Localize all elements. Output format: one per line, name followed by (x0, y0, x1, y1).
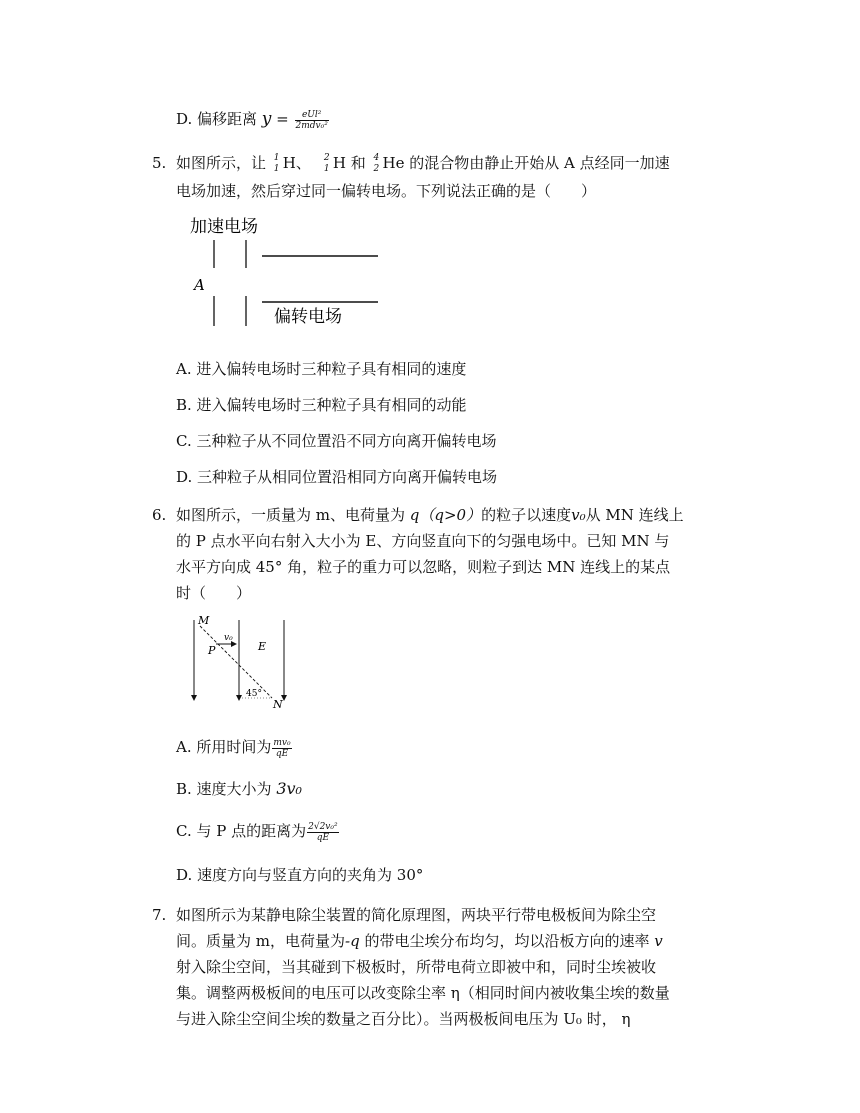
q6-stem-line1-v: v₀ (571, 506, 586, 524)
q7-number: 7. (152, 906, 167, 924)
q6-label-n: N (273, 698, 283, 711)
q5-isotope-1-symbol: H、 (282, 154, 311, 172)
q6-option-a-prefix: A. 所用时间为 (176, 738, 272, 756)
q6-stem-line1-b: 的粒子以速度 (481, 506, 572, 524)
q7-stem-line2-a: 间。质量为 m，电荷量为 (176, 932, 345, 950)
q5-isotope-3-mass: 4 (373, 153, 380, 163)
q7-stem-line2-v: v (654, 932, 663, 950)
q6-stem-line1 (176, 504, 684, 526)
q7-stem-line2-b: 的带电尘埃分布均匀，均以沿板方向的速率 (359, 932, 655, 950)
q6-stem-line1-c: 从 MN 连线上 (585, 506, 684, 524)
q6-option-b (176, 778, 302, 800)
q4-option-d-prefix: D. 偏移距离 (176, 110, 262, 128)
q5-option-b: B. 进入偏转电场时三种粒子具有相同的动能 (176, 396, 467, 414)
q5-isotope-2-charge: 1 (323, 164, 330, 174)
q5-figure-label-top: 加速电场 (190, 217, 258, 237)
q6-option-c-denominator: qE (316, 832, 330, 843)
q4-option-d (176, 108, 330, 131)
q6-stem-line1-q: q（q>0） (409, 506, 482, 524)
q4-option-d-fraction (295, 110, 329, 131)
q6-option-b-value: 3v₀ (276, 779, 302, 798)
q5-isotope-2 (321, 152, 333, 174)
q7-stem-line2-q: -q (345, 932, 360, 950)
q5-figure-label-bottom: 偏转电场 (274, 307, 342, 327)
q5-stem-line2: 电场加速，然后穿过同一偏转电场。下列说法正确的是（ ） (176, 182, 597, 200)
q6-mn-dashed-line (200, 626, 272, 698)
q6-label-e: E (258, 640, 267, 653)
q6-stem-line1-a: 如图所示，一质量为 m、电荷量为 (176, 506, 410, 524)
q5-isotope-2-symbol: H 和 (332, 154, 371, 172)
q4-option-d-denominator: 2mdv₀² (295, 120, 328, 131)
q4-option-d-var: y (261, 109, 272, 129)
q7-stem-line3: 射入除尘空间，当其碰到下极板时，所带电荷立即被中和，同时尘埃被收 (176, 958, 657, 976)
q5-option-c: C. 三种粒子从不同位置沿不同方向离开偏转电场 (176, 432, 497, 450)
q6-option-c-numerator: 2√2v₀² (308, 821, 338, 832)
q5-figure-label-a: A (194, 276, 205, 294)
q6-label-m: M (198, 614, 210, 627)
q5-isotope-1-mass: 1 (273, 153, 280, 163)
q5-isotope-3-symbol: He 的混合物由静止开始从 A 点经同一加速 (382, 154, 670, 172)
q6-label-angle: 45° (246, 689, 262, 699)
q7-stem-line4: 集。调整两极板间的电压可以改变除尘率 η（相同时间内被收集尘埃的数量 (176, 984, 670, 1002)
q5-option-d: D. 三种粒子从相同位置沿相同方向离开偏转电场 (176, 468, 498, 486)
q5-isotope-3 (371, 152, 383, 174)
q6-stem-line4: 时（ ） (176, 584, 252, 602)
q6-option-c-fraction (307, 822, 339, 843)
q5-isotope-2-mass: 2 (323, 153, 330, 163)
q6-stem-line2: 的 P 点水平向右射入大小为 E、方向竖直向下的匀强电场中。已知 MN 与 (176, 532, 670, 550)
q6-option-d: D. 速度方向与竖直方向的夹角为 30° (176, 866, 424, 884)
q5-option-a: A. 进入偏转电场时三种粒子具有相同的速度 (176, 360, 467, 378)
q5-number: 5. (152, 154, 167, 172)
q4-option-d-numerator: eUl² (295, 110, 329, 121)
q6-label-p: P (208, 644, 216, 657)
q7-stem-line1: 如图所示为某静电除尘装置的简化原理图，两块平行带电极板间为除尘空 (176, 906, 657, 924)
q6-stem-line3: 水平方向成 45° 角，粒子的重力可以忽略，则粒子到达 MN 连线上的某点 (176, 558, 671, 576)
q5-isotope-1-charge: 1 (273, 164, 280, 174)
q6-option-c-prefix: C. 与 P 点的距离为 (176, 822, 307, 840)
q6-option-b-prefix: B. 速度大小为 (176, 780, 277, 798)
q5-stem-line1-text: 如图所示，让 (176, 154, 271, 172)
q5-stem-line1 (176, 152, 670, 174)
q6-number: 6. (152, 506, 167, 524)
q6-option-c (176, 820, 340, 843)
q7-stem-line5: 与进入除尘空间尘埃的数量之百分比）。当两极板间电压为 U₀ 时， η (176, 1010, 631, 1028)
q5-isotope-3-charge: 2 (373, 164, 380, 174)
q6-figure (186, 612, 296, 712)
q5-figure (180, 210, 400, 335)
q6-label-v: v₀ (224, 633, 233, 643)
q6-option-a (176, 736, 293, 759)
q6-option-a-denominator: qE (275, 748, 289, 759)
q6-option-a-numerator: mv₀ (273, 737, 291, 748)
q7-stem-line2 (176, 930, 663, 952)
q6-option-a-fraction (272, 738, 291, 759)
q4-option-d-eq: = (271, 110, 294, 128)
q5-isotope-1 (271, 152, 283, 174)
